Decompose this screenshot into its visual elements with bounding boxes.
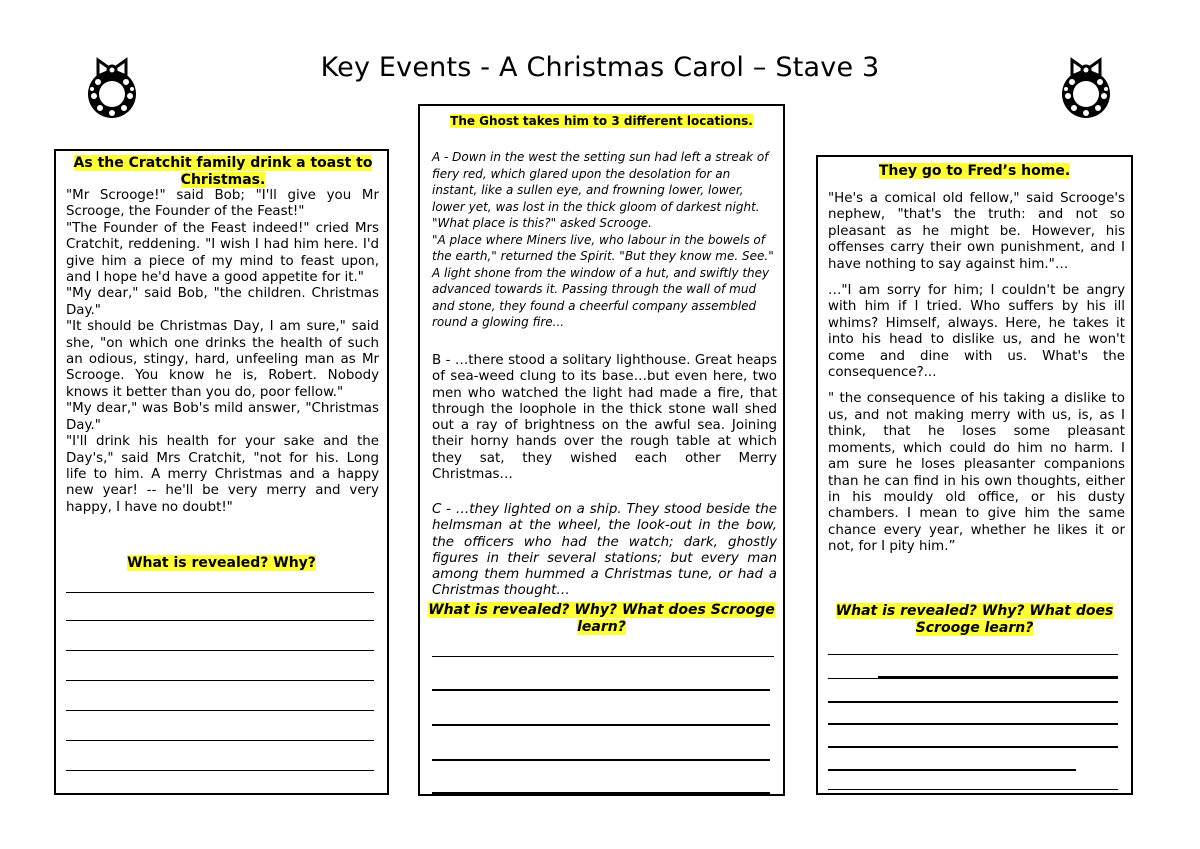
answer-line[interactable] [878, 676, 1118, 678]
question-prompt: What is revealed? Why? What does Scrooge learn? [835, 603, 1114, 636]
answer-line[interactable] [828, 678, 1118, 679]
answer-line[interactable] [66, 650, 374, 651]
passage-paragraph: " the consequence of his taking a dislike to us, and not making merry with us, is, as I think, that he loses some pleasant moments, which could do him no harm. I am sure he loses pleasanter companions than he can find in his own thoughts, either in his mouldy old office, or his dusty chambers. I mean to give him the same chance every year, whether he likes it or not, for I pity him.” [828, 391, 1125, 555]
passage-paragraph: "My dear," was Bob's mild answer, "Christmas Day." [66, 401, 379, 433]
passage-paragraph: "Mr Scrooge!" said Bob; "I'll give you Mr Scrooge, the Founder of the Feast!" [66, 188, 379, 220]
section-a-text [432, 149, 777, 331]
passage-paragraph: …"I am sorry for him; I couldn't be angry with him if I tried. Who suffers by his ill whims? Himself, always. Here, he takes it into his head to dislike us, and he won't come and dine with us. What's the consequence?... [828, 283, 1125, 381]
answer-line[interactable] [432, 656, 774, 657]
answer-line[interactable] [828, 701, 1118, 703]
answer-line[interactable] [828, 769, 1076, 771]
answer-line[interactable] [66, 680, 374, 681]
answer-line[interactable] [432, 792, 770, 794]
answer-line[interactable] [66, 710, 374, 711]
panel-heading: They go to Fred’s home. [878, 163, 1071, 179]
passage-paragraph: A - Down in the west the setting sun had left a streak of fiery red, which glared upon the desolation for an instant, like a sullen eye, and frowning lower, lower, lower yet, was lost in the thick gloom of darkest night. [432, 150, 769, 214]
passage-paragraph: "The Founder of the Feast indeed!" cried Mrs Cratchit, reddening. "I wish I had him here. I'd give him a piece of my mind to feast upon, and I hope he'd have a good appetite for it." [66, 220, 379, 286]
panel-heading: As the Cratchit family drink a toast to Christmas. [73, 155, 373, 188]
page-title: Key Events - A Christmas Carol – Stave 3 [320, 52, 880, 83]
cratchit-toast-panel [54, 149, 389, 795]
passage-paragraph: "What place is this?" asked Scrooge. [432, 216, 652, 230]
answer-line[interactable] [432, 759, 770, 761]
answer-line[interactable] [66, 740, 374, 741]
passage-text [66, 188, 379, 516]
answer-line[interactable] [828, 789, 1118, 790]
panel-heading: The Ghost takes him to 3 different locations. [450, 114, 753, 128]
passage-paragraph: "It should be Christmas Day, I am sure," said she, "on which one drinks the health of such an odious, stingy, hard, unfeeling man as Mr Scrooge. You know he is, Robert. Nobody knows it better than you do, poor fellow." [66, 319, 379, 400]
question-prompt: What is revealed? Why? What does Scrooge learn? [428, 602, 775, 635]
answer-line[interactable] [828, 746, 1118, 748]
passage-paragraph: "I'll drink his health for your sake and the Day's," said Mrs Cratchit, "not for his. Long life to him. A merry Christmas and a happy new year! -- he'll be very merry and very happy, I have no doubt!" [66, 434, 379, 515]
answer-line[interactable] [66, 592, 374, 593]
passage-paragraph: "He's a comical old fellow," said Scrooge's nephew, "that's the truth: and not so pleasant as he might be. However, his offenses carry their own punishment, and I have nothing to say against him."… [828, 191, 1125, 272]
answer-line[interactable] [828, 654, 1118, 655]
answer-line[interactable] [432, 689, 770, 691]
wreath-icon [70, 56, 154, 120]
answer-line[interactable] [66, 620, 374, 621]
passage-paragraph: "A place where Miners live, who labour in the bowels of the earth," returned the Spirit. "But they know me. See." [432, 232, 774, 263]
section-c-text: C - …they lighted on a ship. They stood beside the helmsman at the wheel, the look-out in the bow, the officers who had the watch; dark, ghostly figures in their several stations; but every man among them hummed a Christmas tune, or had a Christmas thought… [432, 502, 777, 599]
wreath-icon [1044, 56, 1128, 120]
passage-paragraph: A light shone from the window of a hut, and swiftly they advanced towards it. Passing through the wall of mud and stone, they found a cheerful company assembled round a glowing fire... [432, 265, 770, 329]
section-b-text: B - …there stood a solitary lighthouse. Great heaps of sea-weed clung to its base…but even here, two men who watched the light had made a fire, that through the loophole in the thick stone wall shed out a ray of brightness on the awful sea. Joining their horny hands over the rough table at which they sat, they wished each other Merry Christmas… [432, 353, 777, 483]
answer-line[interactable] [66, 770, 374, 771]
freds-home-panel [816, 155, 1133, 795]
three-locations-panel [418, 104, 785, 796]
passage-paragraph: "My dear," said Bob, "the children. Christmas Day." [66, 286, 379, 318]
answer-line[interactable] [432, 724, 770, 726]
question-prompt: What is revealed? Why? [127, 555, 316, 571]
passage-text [828, 191, 1125, 566]
answer-line[interactable] [828, 723, 1118, 725]
